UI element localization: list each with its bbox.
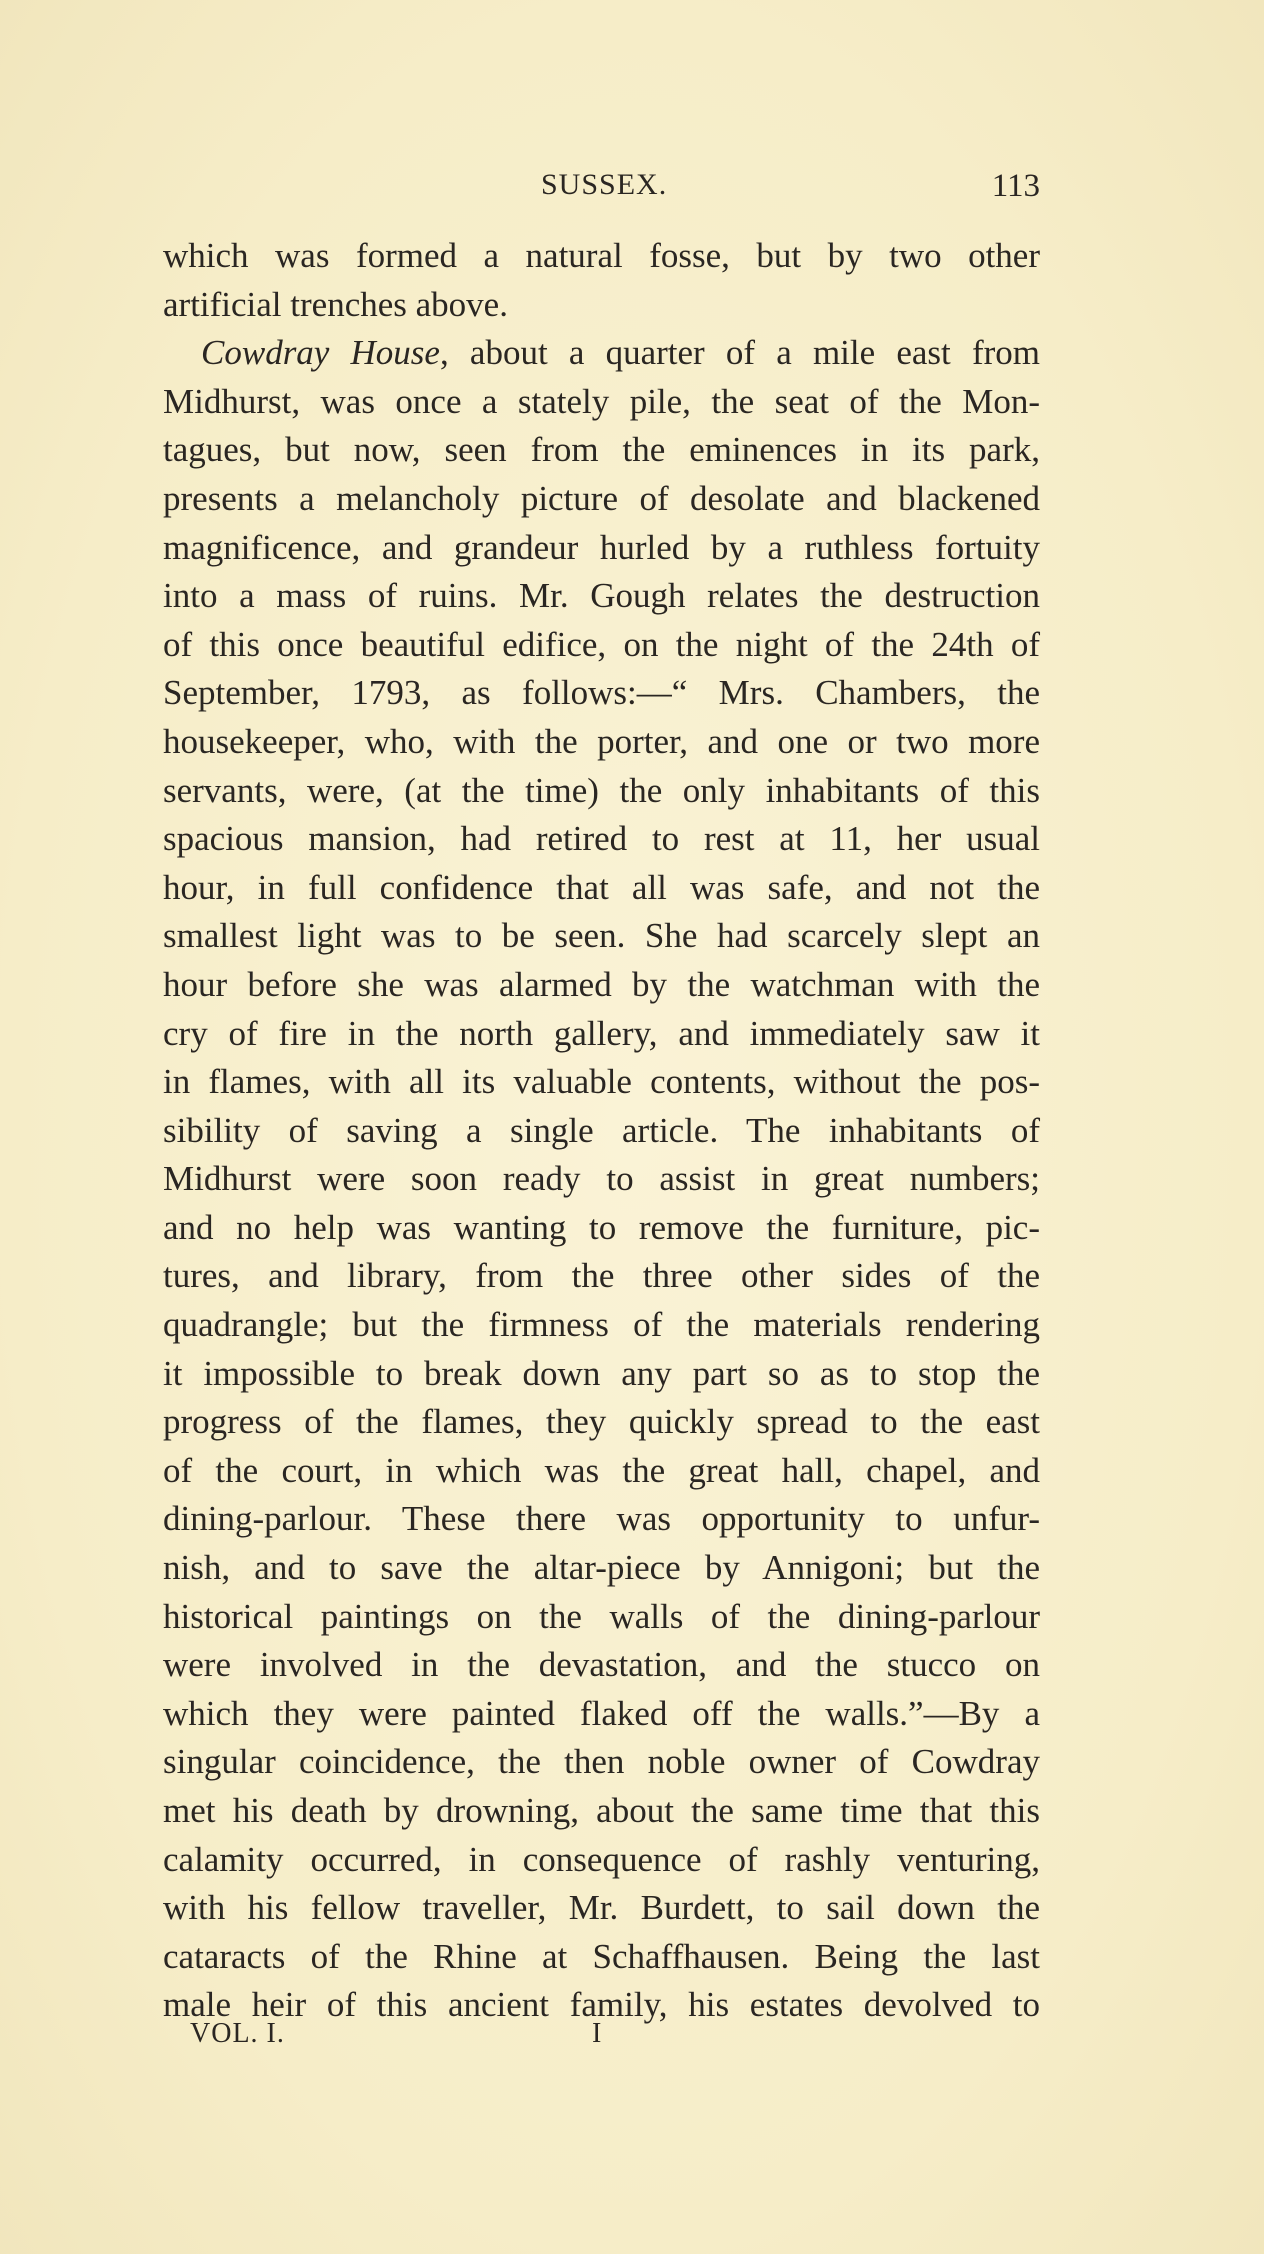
text-line-words: hour, in full confidence that all was safe, and not the bbox=[163, 867, 1040, 907]
text-line bbox=[163, 1010, 1040, 1059]
text-line-words: dining-parlour. These there was opportunity to unfur- bbox=[163, 1499, 1040, 1539]
text-line bbox=[163, 1204, 1040, 1253]
text-line bbox=[163, 669, 1040, 718]
text-line bbox=[163, 1447, 1040, 1496]
text-line bbox=[163, 1933, 1040, 1982]
text-line bbox=[163, 232, 1040, 281]
text-line bbox=[163, 1690, 1040, 1739]
text-line-words: hour before she was alarmed by the watchman with the bbox=[163, 964, 1040, 1004]
text-line bbox=[163, 572, 1040, 621]
text-line bbox=[163, 1641, 1040, 1690]
text-line-words: of the court, in which was the great hall, chapel, and bbox=[163, 1450, 1040, 1490]
text-line-content bbox=[163, 1690, 1040, 1739]
text-line bbox=[163, 961, 1040, 1010]
text-line-words: historical paintings on the walls of the dining-parlour bbox=[163, 1596, 1040, 1636]
text-line-content bbox=[163, 1155, 1040, 1204]
text-line-content bbox=[163, 1641, 1040, 1690]
text-line-content bbox=[163, 1058, 1040, 1107]
text-line-content bbox=[163, 572, 1040, 621]
text-line-content bbox=[163, 524, 1040, 573]
text-line-content bbox=[163, 1593, 1040, 1642]
text-line-content bbox=[163, 912, 1040, 961]
text-line-words: cataracts of the Rhine at Schaffhausen. Being the last bbox=[163, 1936, 1040, 1976]
text-line-words: and no help was wanting to remove the furniture, pic- bbox=[163, 1207, 1040, 1247]
running-head bbox=[163, 168, 1040, 208]
text-line-words: cry of fire in the north gallery, and immediately saw it bbox=[163, 1013, 1040, 1053]
text-line bbox=[163, 1544, 1040, 1593]
text-line-content bbox=[163, 232, 1040, 281]
text-line-words: nish, and to save the altar-piece by Annigoni; but the bbox=[163, 1548, 1040, 1588]
text-line-content bbox=[163, 1350, 1040, 1399]
text-line-content bbox=[163, 815, 1040, 864]
text-line-words: servants, were, (at the time) the only inhabitants of this bbox=[163, 770, 1040, 810]
text-line-content bbox=[163, 1252, 1040, 1301]
text-line-words: spacious mansion, had retired to rest at 11, her usual bbox=[163, 819, 1040, 859]
text-line-words: Midhurst were soon ready to assist in great numbers; bbox=[163, 1159, 1040, 1199]
signature-mark: I bbox=[592, 2018, 602, 2049]
text-line-content bbox=[163, 1738, 1040, 1787]
text-line bbox=[163, 912, 1040, 961]
text-line bbox=[163, 718, 1040, 767]
text-line bbox=[163, 329, 1040, 378]
text-line-content bbox=[163, 1010, 1040, 1059]
text-line bbox=[163, 1738, 1040, 1787]
text-line-content bbox=[163, 621, 1040, 670]
text-line-content bbox=[163, 669, 1040, 718]
text-line-words: quadrangle; but the firmness of the materials rendering bbox=[163, 1305, 1040, 1345]
text-line-words: artificial trenches above. bbox=[163, 284, 508, 324]
text-line-content bbox=[163, 767, 1040, 816]
text-line-words: smallest light was to be seen. She had scarcely slept an bbox=[163, 916, 1040, 956]
text-line-content bbox=[163, 1544, 1040, 1593]
text-line bbox=[163, 1107, 1040, 1156]
body-text bbox=[163, 232, 1040, 2030]
text-line-words: which was formed a natural fosse, but by two other bbox=[163, 236, 1040, 275]
text-line bbox=[163, 1252, 1040, 1301]
text-line-content bbox=[163, 864, 1040, 913]
text-line-words: in flames, with all its valuable contents, without the pos- bbox=[163, 1062, 1040, 1102]
text-line bbox=[163, 767, 1040, 816]
text-line bbox=[163, 1593, 1040, 1642]
text-line bbox=[163, 1495, 1040, 1544]
text-line bbox=[163, 1350, 1040, 1399]
text-line bbox=[163, 1836, 1040, 1885]
text-line-words: with his fellow traveller, Mr. Burdett, to sail down the bbox=[163, 1888, 1040, 1928]
text-line bbox=[163, 378, 1040, 427]
text-line-content bbox=[163, 1884, 1040, 1933]
running-title: SUSSEX. bbox=[541, 168, 668, 201]
volume-mark: VOL. I. bbox=[190, 2018, 285, 2049]
text-line-words: male heir of this ancient family, his estates devolved to bbox=[163, 1985, 1040, 2025]
text-line-content bbox=[163, 961, 1040, 1010]
text-line-words: tagues, but now, seen from the eminences in its park, bbox=[163, 430, 1040, 470]
text-line-words: calamity occurred, in consequence of rashly venturing, bbox=[163, 1839, 1040, 1879]
text-line bbox=[163, 1301, 1040, 1350]
text-line-words: September, 1793, as follows:—“ Mrs. Chambers, the bbox=[163, 673, 1040, 713]
text-line-words: sibility of saving a single article. The inhabitants of bbox=[163, 1110, 1040, 1150]
text-line-content bbox=[163, 426, 1040, 475]
text-line bbox=[163, 864, 1040, 913]
text-line-content bbox=[163, 718, 1040, 767]
text-line-words: were involved in the devastation, and the stucco on bbox=[163, 1645, 1040, 1685]
text-line bbox=[163, 426, 1040, 475]
text-line-content bbox=[163, 1204, 1040, 1253]
text-line-content bbox=[163, 1447, 1040, 1496]
text-line bbox=[163, 1058, 1040, 1107]
text-line-words: , about a quarter of a mile east from bbox=[439, 333, 1040, 373]
text-line-content bbox=[163, 1787, 1040, 1836]
text-line-words: Midhurst, was once a stately pile, the seat of the Mon- bbox=[163, 381, 1040, 421]
text-line bbox=[163, 475, 1040, 524]
text-line-content bbox=[163, 378, 1040, 427]
text-line-words: it impossible to break down any part so as to stop the bbox=[163, 1353, 1040, 1393]
text-line-content bbox=[163, 1495, 1040, 1544]
text-line bbox=[163, 524, 1040, 573]
text-line-words: progress of the flames, they quickly spread to the east bbox=[163, 1402, 1040, 1442]
text-line-content bbox=[163, 1933, 1040, 1982]
text-line-words: met his death by drowning, about the same time that this bbox=[163, 1791, 1040, 1830]
text-line-words: tures, and library, from the three other sides of the bbox=[163, 1256, 1040, 1296]
text-line-content bbox=[163, 1301, 1040, 1350]
text-line-words: of this once beautiful edifice, on the night of the 24th of bbox=[163, 624, 1040, 664]
italic-place-name: Cowdray House bbox=[201, 333, 440, 373]
text-line-words: singular coincidence, the then noble owner of Cowdray bbox=[163, 1742, 1040, 1782]
text-line bbox=[163, 621, 1040, 670]
text-line bbox=[163, 1981, 1040, 2030]
text-line-content bbox=[163, 475, 1040, 524]
text-line bbox=[163, 1155, 1040, 1204]
text-line-content bbox=[163, 1836, 1040, 1885]
text-line-words: presents a melancholy picture of desolate and blackened bbox=[163, 478, 1040, 518]
text-line-content bbox=[163, 1107, 1040, 1156]
text-line bbox=[163, 1884, 1040, 1933]
text-line bbox=[163, 1398, 1040, 1447]
text-line bbox=[163, 1787, 1040, 1836]
text-line-words: magnificence, and grandeur hurled by a ruthless fortuity bbox=[163, 527, 1040, 567]
text-line-words: which they were painted flaked off the walls.”—By a bbox=[163, 1693, 1040, 1733]
text-line-content bbox=[201, 329, 1040, 378]
text-line-words: into a mass of ruins. Mr. Gough relates the destruction bbox=[163, 576, 1040, 616]
text-line bbox=[163, 815, 1040, 864]
text-line-words: housekeeper, who, with the porter, and one or two more bbox=[163, 721, 1040, 761]
text-line-content bbox=[163, 1398, 1040, 1447]
text-line-content bbox=[163, 281, 1040, 330]
page-number: 113 bbox=[991, 168, 1040, 204]
text-line bbox=[163, 281, 1040, 330]
text-line-content bbox=[163, 1981, 1040, 2030]
